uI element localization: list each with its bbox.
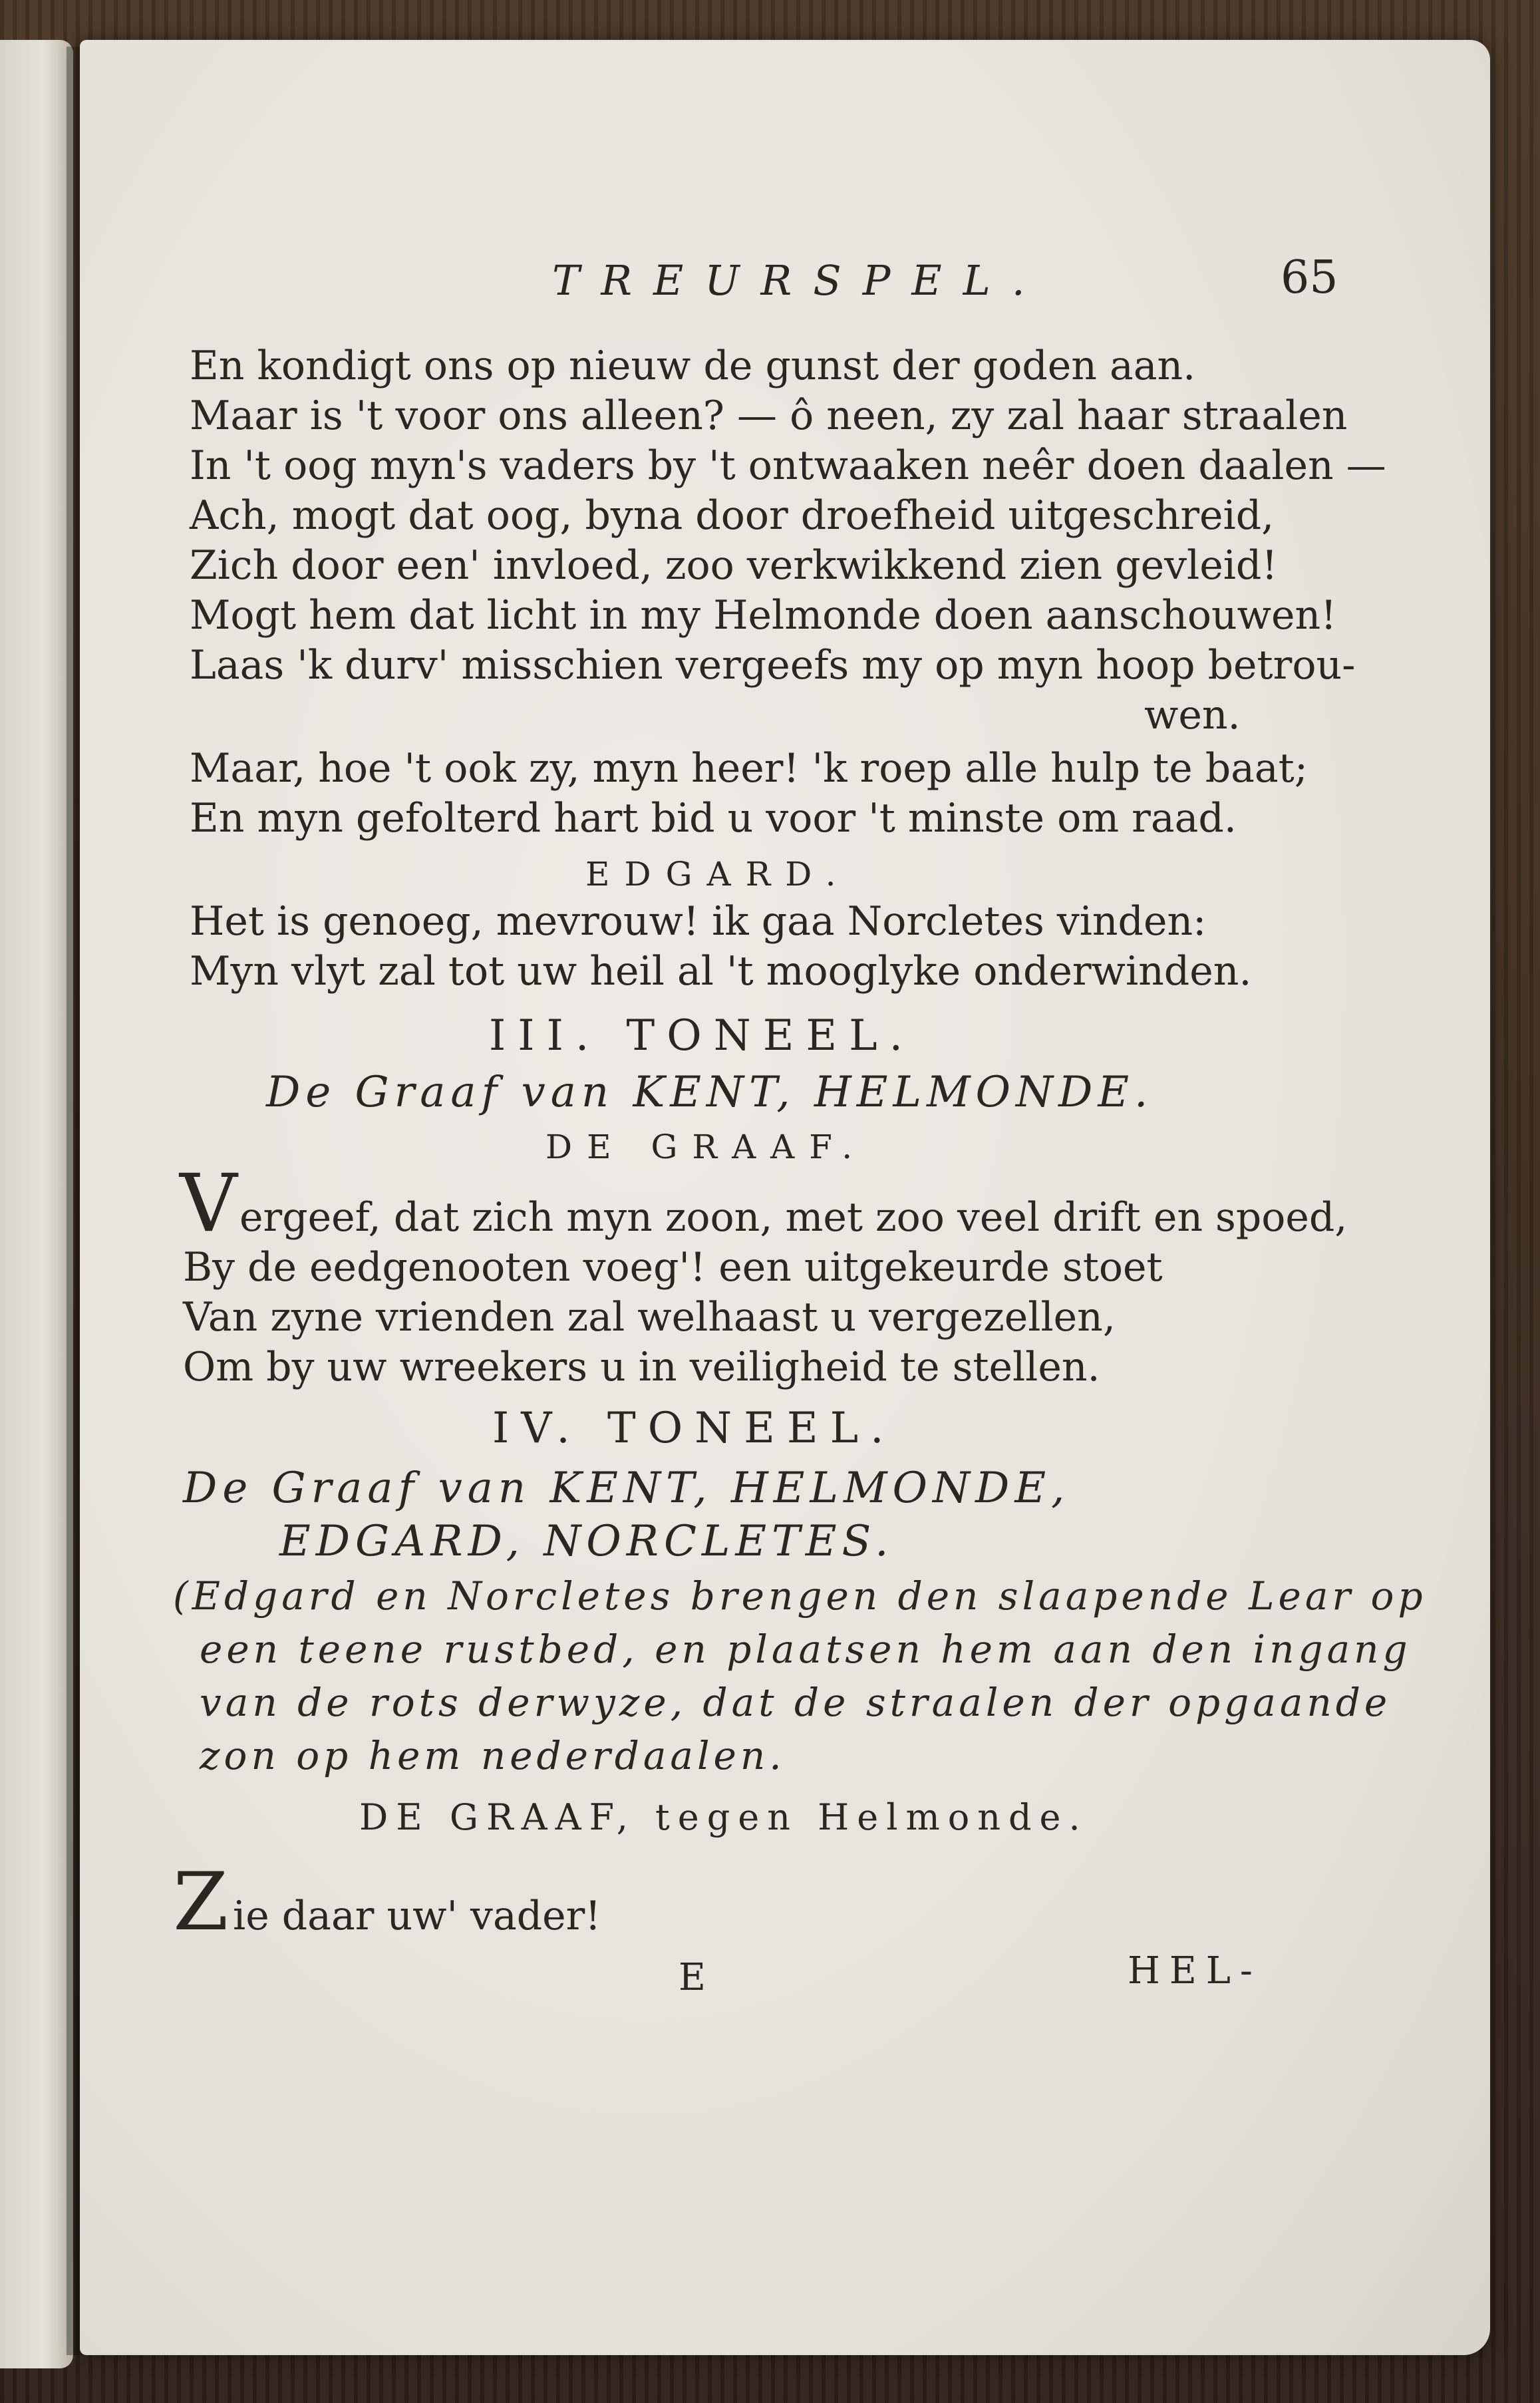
- drop-capital: V: [180, 1158, 237, 1250]
- verse-line: Ach, mogt dat oog, byna door droefheid uitgeschreid,: [190, 492, 1275, 539]
- verse-line: Van zyne vrienden zal welhaast u vergezellen,: [183, 1294, 1116, 1341]
- speaker-name: EDGARD.: [585, 855, 851, 893]
- stage-direction: van de rots derwyze, dat de straalen der opgaande: [200, 1680, 1392, 1725]
- verse-line: Om by uw wreekers u in veiligheid te stellen.: [183, 1344, 1100, 1390]
- scene-persons: De Graaf van KENT, HELMONDE,: [183, 1464, 1070, 1513]
- stage-direction: (Edgard en Norcletes brengen den slaapende Lear op: [173, 1573, 1427, 1619]
- verse-line-continuation: wen.: [1144, 692, 1241, 738]
- speaker-name: DE GRAAF.: [545, 1128, 867, 1166]
- scene-persons: EDGARD, NORCLETES.: [279, 1517, 894, 1566]
- scene-persons: De Graaf van KENT, HELMONDE.: [266, 1068, 1154, 1117]
- verse-line: Laas 'k durv' misschien vergeefs my op myn hoop betrou-: [190, 642, 1356, 689]
- verse-line: ergeef, dat zich myn zoon, met zoo veel drift en spoed,: [239, 1194, 1348, 1241]
- verse-line: Mogt hem dat licht in my Helmonde doen aanschouwen!: [190, 592, 1337, 639]
- stage-direction: een teene rustbed, en plaatsen hem aan den ingang: [200, 1627, 1412, 1672]
- verse-line: In 't oog myn's vaders by 't ontwaaken neêr doen daalen —: [190, 442, 1386, 489]
- signature-mark: E: [679, 1956, 715, 1999]
- left-page-edge: [0, 40, 73, 2368]
- catchword: HEL-: [1128, 1949, 1262, 1993]
- verse-line: En kondigt ons op nieuw de gunst der goden aan.: [190, 343, 1196, 389]
- verse-line: Maar, hoe 't ook zy, myn heer! 'k roep alle hulp te baat;: [190, 745, 1308, 792]
- verse-line: Maar is 't voor ons alleen? — ô neen, zy zal haar straalen: [190, 393, 1348, 439]
- verse-line: ie daar uw' vader!: [233, 1893, 601, 1939]
- speaker-name: DE GRAAF, tegen Helmonde.: [359, 1796, 1088, 1838]
- verse-line: Het is genoeg, mevrouw! ik gaa Norcletes vinden:: [190, 898, 1207, 945]
- verse-line: By de eedgenooten voeg'! een uitgekeurde stoet: [183, 1244, 1163, 1291]
- book-page: [80, 40, 1490, 2355]
- drop-capital: Z: [173, 1856, 229, 1949]
- page-number: 65: [1281, 251, 1338, 304]
- scene-heading: IV. TONEEL.: [492, 1404, 896, 1453]
- verse-line: Myn vlyt zal tot uw heil al 't mooglyke onderwinden.: [190, 948, 1252, 995]
- verse-line: En myn gefolterd hart bid u voor 't minste om raad.: [190, 795, 1237, 842]
- scene-heading: III. TONEEL.: [489, 1011, 915, 1060]
- verse-line: Zich door een' invloed, zoo verkwikkend zien gevleid!: [190, 542, 1278, 589]
- running-title: TREURSPEL.: [552, 256, 1046, 305]
- stage-direction: zon op hem nederdaalen.: [200, 1733, 786, 1778]
